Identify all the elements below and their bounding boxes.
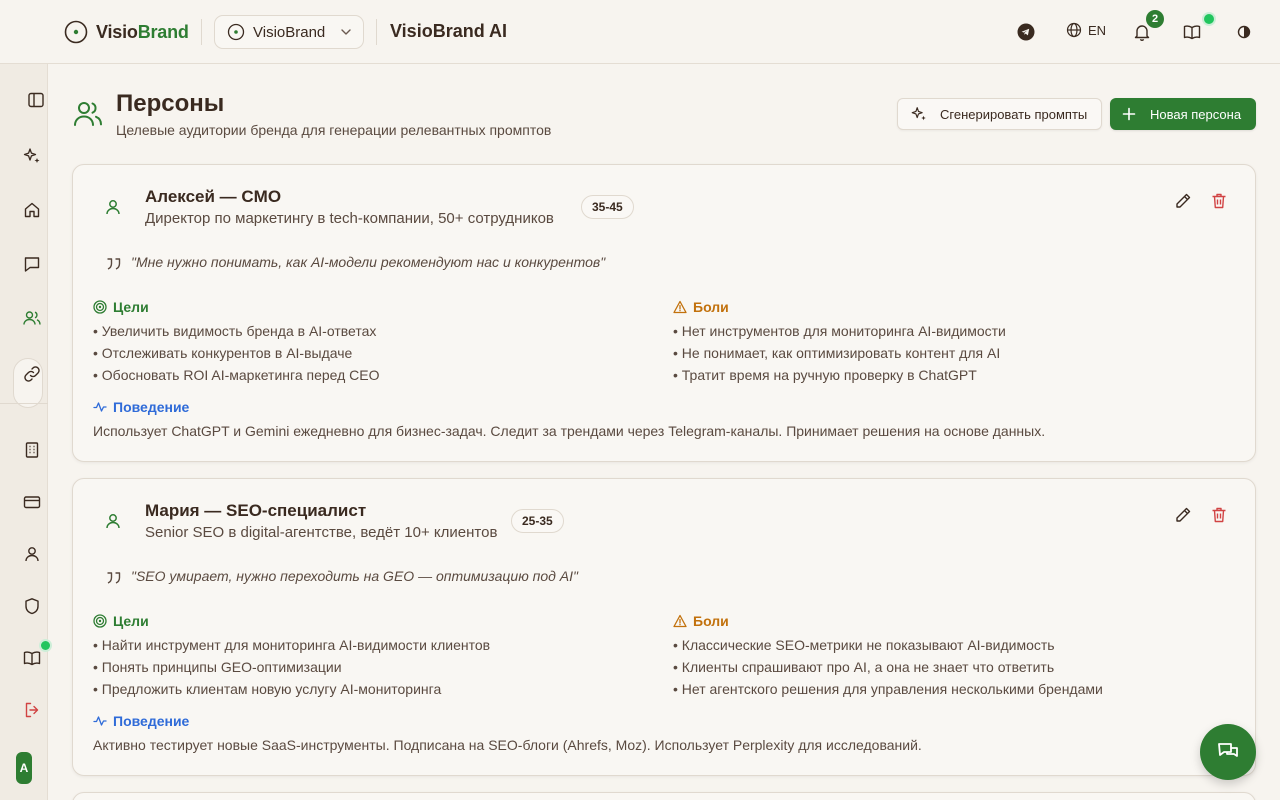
persona-card: [72, 164, 1256, 462]
edit-icon[interactable]: [1173, 191, 1193, 211]
brand-select[interactable]: [214, 15, 364, 49]
new-persona-label: Новая персона: [1150, 106, 1242, 122]
target-icon: [93, 300, 107, 314]
goals-heading: Цели: [93, 299, 149, 315]
activity-icon: [93, 714, 107, 728]
sidebar-divider: [0, 403, 48, 404]
status-dot: [1204, 14, 1214, 24]
list-item: • Клиенты спрашивают про AI, а она не знает что ответить: [673, 659, 1055, 675]
shield-icon[interactable]: [22, 596, 42, 616]
persona-role: Senior SEO в digital-агентстве, ведёт 10+ клиентов: [145, 524, 498, 541]
list-item: • Предложить клиентам новую услугу AI-мониторинга: [93, 681, 442, 697]
warning-icon: [673, 614, 687, 628]
chat-icon: [1215, 739, 1241, 765]
quote-icon: [105, 569, 123, 587]
generate-prompts-label: Сгенерировать промпты: [940, 106, 1088, 122]
list-item: • Понять принципы GEO-оптимизации: [93, 659, 342, 675]
chat-support-button[interactable]: [1200, 724, 1256, 780]
plus-icon: [1122, 107, 1136, 121]
behavior-text: Активно тестирует новые SaaS-инструменты. Подписана на SEO-блоги (Ahrefs, Moz). Использует Perplexity для исследований.: [93, 737, 922, 753]
brand-logo-icon: [227, 23, 245, 41]
persona-role: Директор по маркетингу в tech-компании, 50+ сотрудников: [145, 210, 554, 227]
book-icon[interactable]: [1182, 22, 1202, 42]
list-item: • Классические SEO-метрики не показывают AI-видимость: [673, 637, 1055, 653]
users-icon[interactable]: [22, 308, 42, 328]
list-item: • Не понимает, как оптимизировать контент для AI: [673, 345, 1001, 361]
persona-card: [72, 478, 1256, 776]
home-icon[interactable]: [22, 200, 42, 220]
language-label: EN: [1088, 22, 1107, 38]
list-item: • Найти инструмент для мониторинга AI-видимости клиентов: [93, 637, 491, 653]
sparkles-icon[interactable]: [22, 146, 42, 166]
goals-heading: Цели: [93, 613, 149, 629]
persona-name: Алексей — CMO: [145, 187, 282, 206]
theme-toggle-icon[interactable]: [1234, 22, 1254, 42]
building-icon[interactable]: [22, 440, 42, 460]
persona-age-badge: 25-35: [511, 509, 564, 533]
edit-icon[interactable]: [1173, 505, 1193, 525]
pains-list: [673, 320, 1006, 386]
behavior-heading: Поведение: [93, 399, 189, 415]
generate-prompts-button[interactable]: [897, 98, 1102, 130]
sidebar-toggle-icon[interactable]: [26, 90, 46, 110]
pains-list: [673, 634, 1103, 700]
new-persona-button[interactable]: [1110, 98, 1256, 130]
persona-quote: "Мне нужно понимать, как AI-модели рекомендуют нас и конкурентов": [131, 254, 606, 270]
book-icon[interactable]: [22, 648, 42, 668]
page-title: Персоны: [116, 90, 225, 117]
link-icon[interactable]: [22, 364, 42, 384]
user-icon: [103, 511, 123, 531]
language-switcher[interactable]: [1066, 22, 1106, 38]
list-item: • Обосновать ROI AI-маркетинга перед CEO: [93, 367, 380, 383]
sidebar: [0, 64, 48, 800]
notifications-badge: 2: [1146, 10, 1164, 28]
trash-icon[interactable]: [1209, 505, 1229, 525]
brand-select-value: VisioBrand: [253, 23, 326, 41]
persona-name: Мария — SEO-специалист: [145, 501, 367, 520]
list-item: • Тратит время на ручную проверку в ChatGPT: [673, 367, 977, 383]
behavior-heading: Поведение: [93, 713, 189, 729]
page-subtitle: Целевые аудитории бренда для генерации релевантных промптов: [116, 122, 552, 138]
activity-icon: [93, 400, 107, 414]
top-bar: [0, 0, 1280, 64]
users-icon: [72, 98, 104, 130]
divider: [201, 19, 202, 45]
chevron-down-icon: [339, 25, 353, 39]
warning-icon: [673, 300, 687, 314]
pains-heading: Боли: [673, 613, 729, 629]
behavior-text: Использует ChatGPT и Gemini ежедневно для бизнес-задач. Следит за трендами через Telegram-каналы. Принимает решения на основе данных.: [93, 423, 1046, 439]
trash-icon[interactable]: [1209, 191, 1229, 211]
list-item: • Отслеживать конкурентов в AI-выдаче: [93, 345, 353, 361]
telegram-icon[interactable]: [1016, 22, 1036, 42]
quote-icon: [105, 255, 123, 273]
goals-list: [93, 320, 380, 386]
persona-quote: "SEO умирает, нужно переходить на GEO — оптимизацию под AI": [131, 568, 578, 584]
persona-card: [72, 792, 1256, 800]
chat-icon[interactable]: [22, 254, 42, 274]
user-icon[interactable]: [22, 544, 42, 564]
user-icon: [103, 197, 123, 217]
pains-heading: Боли: [673, 299, 729, 315]
target-icon: [93, 614, 107, 628]
logo-icon: [64, 20, 88, 44]
status-dot: [41, 641, 50, 650]
list-item: • Нет агентского решения для управления несколькими брендами: [673, 681, 1103, 697]
persona-age-badge: 35-45: [581, 195, 634, 219]
logo[interactable]: [64, 20, 189, 44]
divider: [376, 19, 377, 45]
list-item: • Увеличить видимость бренда в AI-ответах: [93, 323, 377, 339]
logout-icon[interactable]: [22, 700, 42, 720]
goals-list: [93, 634, 490, 700]
app-title: VisioBrand AI: [390, 21, 508, 41]
credit-card-icon[interactable]: [22, 492, 42, 512]
sparkles-icon: [910, 105, 928, 123]
list-item: • Нет инструментов для мониторинга AI-видимости: [673, 323, 1006, 339]
logo-text: VisioBrand: [96, 21, 189, 42]
globe-icon: [1066, 22, 1082, 38]
avatar[interactable]: A: [16, 752, 32, 784]
